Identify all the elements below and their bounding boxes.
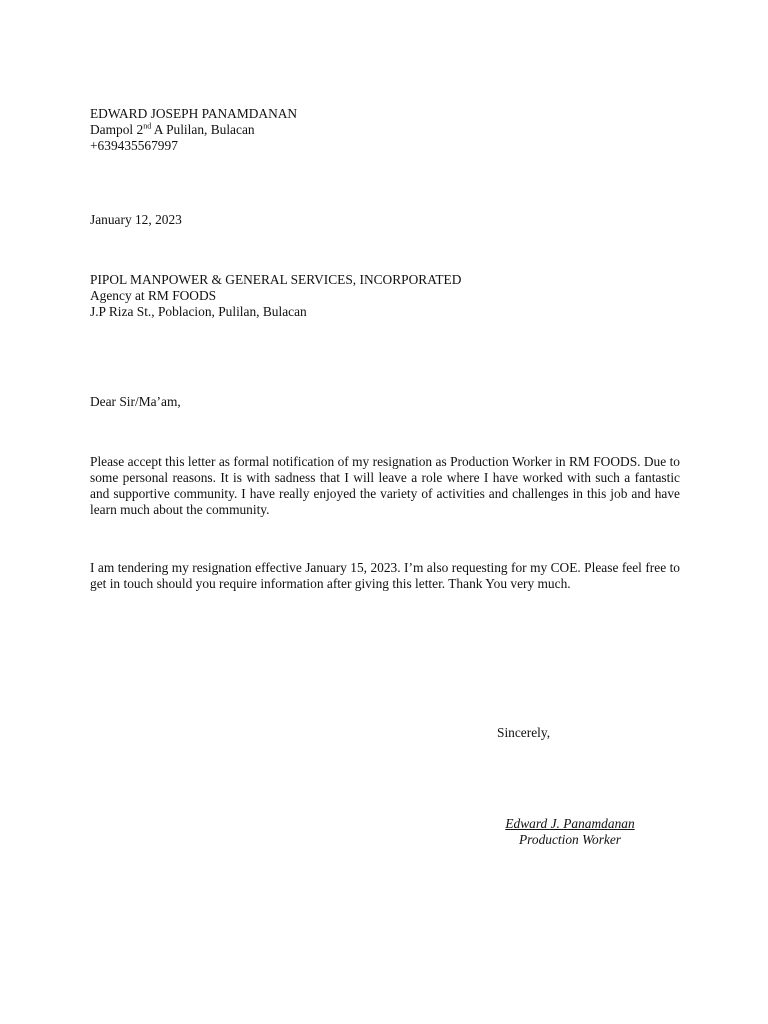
- letter-date: [90, 212, 680, 228]
- recipient-line2: Agency at RM FOODS: [90, 288, 217, 303]
- signature-block: [470, 816, 670, 848]
- recipient-block: [90, 272, 680, 320]
- sender-name: EDWARD JOSEPH PANAMDANAN: [90, 106, 298, 121]
- closing: Sincerely,: [497, 725, 551, 740]
- signature-name: Edward J. Panamdanan: [505, 816, 635, 831]
- recipient-company: PIPOL MANPOWER & GENERAL SERVICES, INCORPORATED: [90, 272, 462, 287]
- sender-phone: +639435567997: [90, 138, 178, 153]
- recipient-address: J.P Riza St., Poblacion, Pulilan, Bulacan: [90, 304, 307, 319]
- salutation-text: Dear Sir/Ma’am,: [90, 394, 181, 409]
- sender-block: [90, 106, 680, 154]
- sender-address: [90, 122, 680, 138]
- body-paragraph-1: Please accept this letter as formal notification of my resignation as Production Worker in RM FOODS. Due to some personal reasons. It is with sadness that I will leave a role where I have worked with such a fantastic and supportive community. I have really enjoyed the variety of activities and challenges in this job and have learn much about the community.: [90, 454, 680, 517]
- body-paragraph-2: I am tendering my resignation effective January 15, 2023. I’m also requesting for my COE. Please feel free to get in touch should you require information after giving this letter. Thank You very much.: [90, 560, 680, 591]
- signature-title: Production Worker: [518, 832, 622, 847]
- sender-address-suffix: A Pulilan, Bulacan: [151, 122, 255, 137]
- date-text: January 12, 2023: [90, 212, 182, 227]
- sender-address-prefix: Dampol 2: [90, 122, 144, 137]
- sender-address-sup: nd: [143, 121, 152, 131]
- salutation: [90, 394, 680, 410]
